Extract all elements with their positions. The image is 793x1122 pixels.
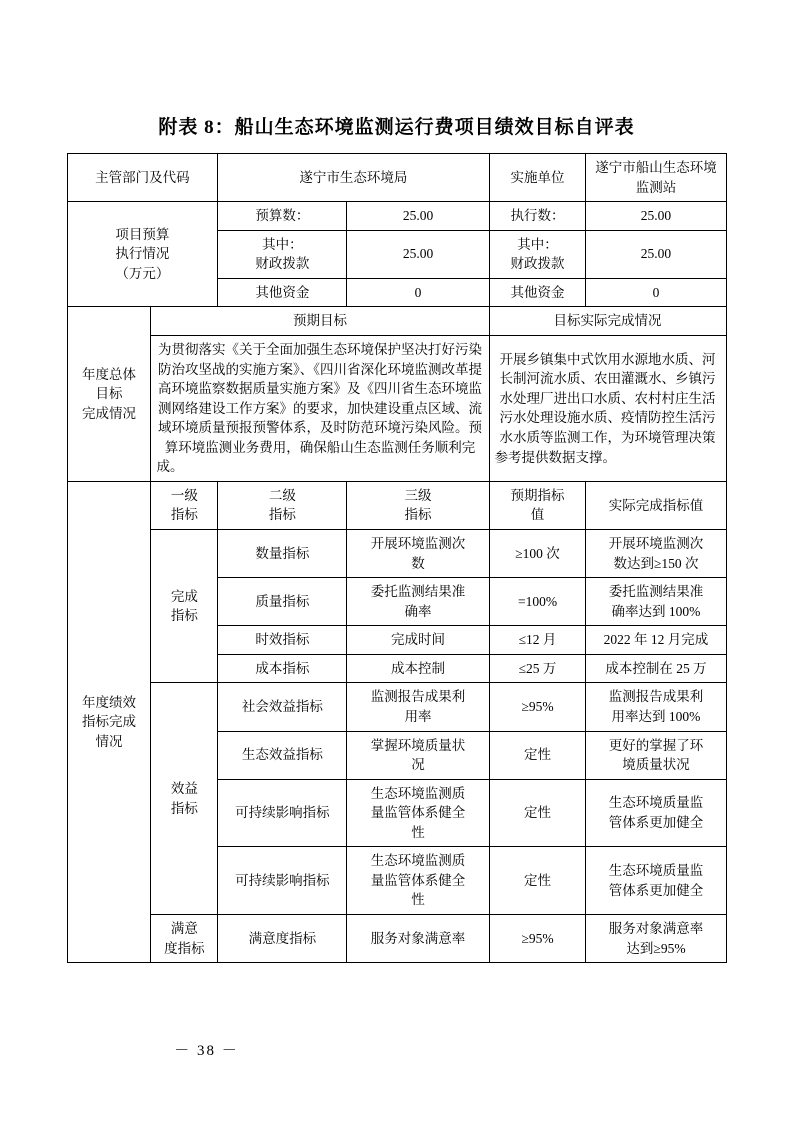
level3-line-2: 用率: [404, 708, 432, 724]
budget-row-2-right-value: 25.00: [586, 230, 726, 278]
level3-line-1: 开展环境监测次: [370, 536, 466, 551]
actual-line-1: 生态环境质量监: [608, 795, 704, 811]
level1-benefit-line-1: 效益: [170, 781, 198, 797]
col-header-level1: [151, 481, 218, 529]
level3-label: [347, 779, 489, 847]
performance-label-line-3: 情况: [95, 733, 123, 749]
actual-value: 2022 年 12 月完成: [586, 626, 726, 655]
level1-benefit: [151, 683, 218, 915]
level1-completion: [151, 530, 218, 683]
actual-value: [586, 731, 726, 779]
col-header-level1-line-1: 一级: [170, 487, 198, 503]
level3-label: [347, 683, 489, 731]
budget-row-2-right-label-line-1: 其中：: [517, 236, 558, 252]
expected-value: ≥100 次: [489, 530, 586, 578]
table-row-department: [67, 154, 726, 202]
actual-line-1: 更好的掌握了环: [608, 737, 704, 753]
unit-label: 实施单位: [489, 154, 586, 202]
col-header-level3: [347, 481, 489, 529]
actual-line-2: 管体系更加健全: [608, 882, 704, 898]
level3-label: 成本控制: [347, 654, 489, 683]
table-row-annual-overall-content: [67, 335, 726, 481]
budget-row-1-left-label: 预算数：: [218, 202, 347, 231]
annual-overall-actual-text: 开展乡镇集中式饮用水源地水质、河长制河流水质、农田灌溉水、乡镇污水处理厂进出口水质、农村村庄生活污水处理设施水质、疫情防控生活污水水质等监测工作，为环境管理决策参考提供数据支撑。: [489, 335, 726, 481]
level1-satisfaction: [151, 915, 218, 963]
level3-label: [347, 578, 489, 626]
actual-line-1: 生态环境质量监: [608, 863, 704, 879]
col-header-level2-line-1: 二级: [268, 487, 296, 503]
table-row-indicator: [67, 530, 726, 578]
level3-line-2: 数: [411, 555, 425, 571]
table-row-performance-header: [67, 481, 726, 529]
actual-line-1: 委托监测结果准: [608, 584, 704, 600]
annual-overall-label-line-3: 完成情况: [81, 405, 136, 421]
expected-value: =100%: [489, 578, 586, 626]
col-header-expected-line-2: 值: [530, 507, 545, 523]
level3-line-1: 生态环境监测质: [370, 853, 466, 869]
col-header-actual: 实际完成指标值: [586, 481, 726, 529]
unit-value: 遂宁市船山生态环境监测站: [586, 154, 726, 202]
col-header-level3-line-2: 指标: [404, 507, 432, 523]
budget-row-3-left-label: 其他资金: [218, 278, 347, 307]
actual-value: [586, 915, 726, 963]
performance-label-line-1: 年度绩效: [81, 694, 136, 710]
actual-value: [586, 779, 726, 847]
budget-row-3-left-value: 0: [347, 278, 489, 307]
level3-line-1: 生态环境监测质: [370, 785, 466, 801]
annual-overall-actual-header: 目标实际完成情况: [489, 307, 726, 336]
table-row-indicator: [67, 683, 726, 731]
col-header-level3-line-1: 三级: [404, 487, 432, 503]
expected-value: ≥95%: [489, 683, 586, 731]
level1-satisfaction-line-2: 度指标: [164, 940, 205, 956]
level3-label: 完成时间: [347, 626, 489, 655]
actual-line-1: 开展环境监测次: [608, 536, 704, 551]
actual-line-1: 监测报告成果利: [608, 689, 704, 705]
level3-line-2: 确率: [404, 603, 432, 619]
actual-line-1: 服务对象满意率: [608, 921, 704, 936]
budget-label-line-1: 项目预算: [115, 226, 170, 242]
budget-row-1-left-value: 25.00: [347, 202, 489, 231]
level2-label: 成本指标: [218, 654, 347, 683]
level3-line-2: 况: [411, 757, 425, 773]
level1-benefit-line-2: 指标: [170, 800, 198, 816]
level2-label: 可持续影响指标: [218, 779, 347, 847]
annual-overall-expected-text: 为贯彻落实《关于全面加强生态环境保护坚决打好污染防治攻坚战的实施方案》、《四川省深化环境监测改革提高环境监察数据质量实施方案》及《四川省生态环境监测网络建设工作方案》的要求，加快建设重点区域、流域环境质量预报预警体系，及时防范环境污染风险。预算环境监测业务费用，确保船山生态监测任务顺利完成。: [151, 335, 489, 481]
col-header-level1-line-2: 指标: [170, 507, 198, 523]
budget-row-2-left-label-line-2: 财政拨款: [255, 256, 310, 272]
page-title: 附表 8：船山生态环境监测运行费项目绩效目标自评表: [158, 117, 635, 138]
budget-row-1-right-label: 执行数：: [489, 202, 586, 231]
expected-value: ≤25 万: [489, 654, 586, 683]
page-footer: [0, 1039, 793, 1060]
level3-line-1: 监测报告成果利: [370, 689, 466, 705]
dept-value: 遂宁市生态环境局: [218, 154, 489, 202]
col-header-level2-line-2: 指标: [268, 507, 296, 523]
budget-label-line-3: （万元）: [115, 266, 170, 282]
level3-line-2: 量监管体系健全: [370, 872, 466, 888]
annual-overall-expected-header: 预期目标: [151, 307, 489, 336]
dept-label: 主管部门及代码: [67, 154, 218, 202]
budget-row-2-left-label: [218, 230, 347, 278]
actual-line-2: 管体系更加健全: [608, 814, 704, 830]
budget-row-2-right-label: [489, 230, 586, 278]
level2-label: 社会效益指标: [218, 683, 347, 731]
actual-line-2: 用率达到 100%: [611, 708, 701, 724]
level2-label: 数量指标: [218, 530, 347, 578]
actual-line-2: 确率达到 100%: [611, 603, 701, 619]
level2-label: 可持续影响指标: [218, 847, 347, 915]
table-row-budget-1: [67, 202, 726, 231]
performance-label: [67, 481, 151, 962]
budget-row-3-right-value: 0: [586, 278, 726, 307]
page-number: － 38 －: [174, 1043, 239, 1059]
performance-label-line-2: 指标完成: [81, 714, 136, 730]
annual-overall-label: [67, 307, 151, 482]
performance-self-evaluation-table: [67, 153, 727, 963]
col-header-level2: [218, 481, 347, 529]
level3-line-3: 性: [411, 824, 425, 840]
level3-line-1: 掌握环境质量状: [370, 737, 466, 753]
expected-value: 定性: [489, 779, 586, 847]
col-header-expected: [489, 481, 586, 529]
budget-row-3-right-label: 其他资金: [489, 278, 586, 307]
actual-value: [586, 683, 726, 731]
level3-label: 服务对象满意率: [347, 915, 489, 963]
expected-value: 定性: [489, 847, 586, 915]
level3-line-2: 量监管体系健全: [370, 805, 466, 821]
expected-value: ≤12 月: [489, 626, 586, 655]
level2-label: 时效指标: [218, 626, 347, 655]
expected-value: ≥95%: [489, 915, 586, 963]
budget-row-2-left-value: 25.00: [347, 230, 489, 278]
level1-completion-line-1: 完成: [170, 588, 198, 604]
budget-row-2-right-label-line-2: 财政拨款: [510, 256, 565, 272]
actual-value: 成本控制在 25 万: [586, 654, 726, 683]
annual-overall-label-line-2: 目标: [95, 386, 123, 402]
col-header-expected-line-1: 预期指标: [510, 487, 565, 503]
actual-value: [586, 847, 726, 915]
level1-completion-line-2: 指标: [170, 608, 198, 624]
budget-row-1-right-value: 25.00: [586, 202, 726, 231]
level3-label: [347, 731, 489, 779]
budget-row-2-left-label-line-1: 其中：: [262, 236, 303, 252]
actual-value: [586, 578, 726, 626]
level2-label: 质量指标: [218, 578, 347, 626]
level1-satisfaction-line-1: 满意: [170, 921, 198, 936]
table-row-indicator: [67, 915, 726, 963]
level3-line-1: 委托监测结果准: [370, 584, 466, 600]
annual-overall-label-line-1: 年度总体: [81, 366, 136, 382]
actual-value: [586, 530, 726, 578]
level2-label: 生态效益指标: [218, 731, 347, 779]
level2-label: 满意度指标: [218, 915, 347, 963]
budget-label-line-2: 执行情况: [115, 246, 170, 262]
level3-label: [347, 847, 489, 915]
level3-line-3: 性: [411, 892, 425, 908]
level3-label: [347, 530, 489, 578]
budget-label: [67, 202, 218, 307]
actual-line-2: 达到≥95%: [626, 940, 686, 956]
actual-line-2: 数达到≥150 次: [613, 555, 699, 571]
table-row-annual-overall-header: [67, 307, 726, 336]
expected-value: 定性: [489, 731, 586, 779]
actual-line-2: 境质量状况: [622, 757, 690, 773]
